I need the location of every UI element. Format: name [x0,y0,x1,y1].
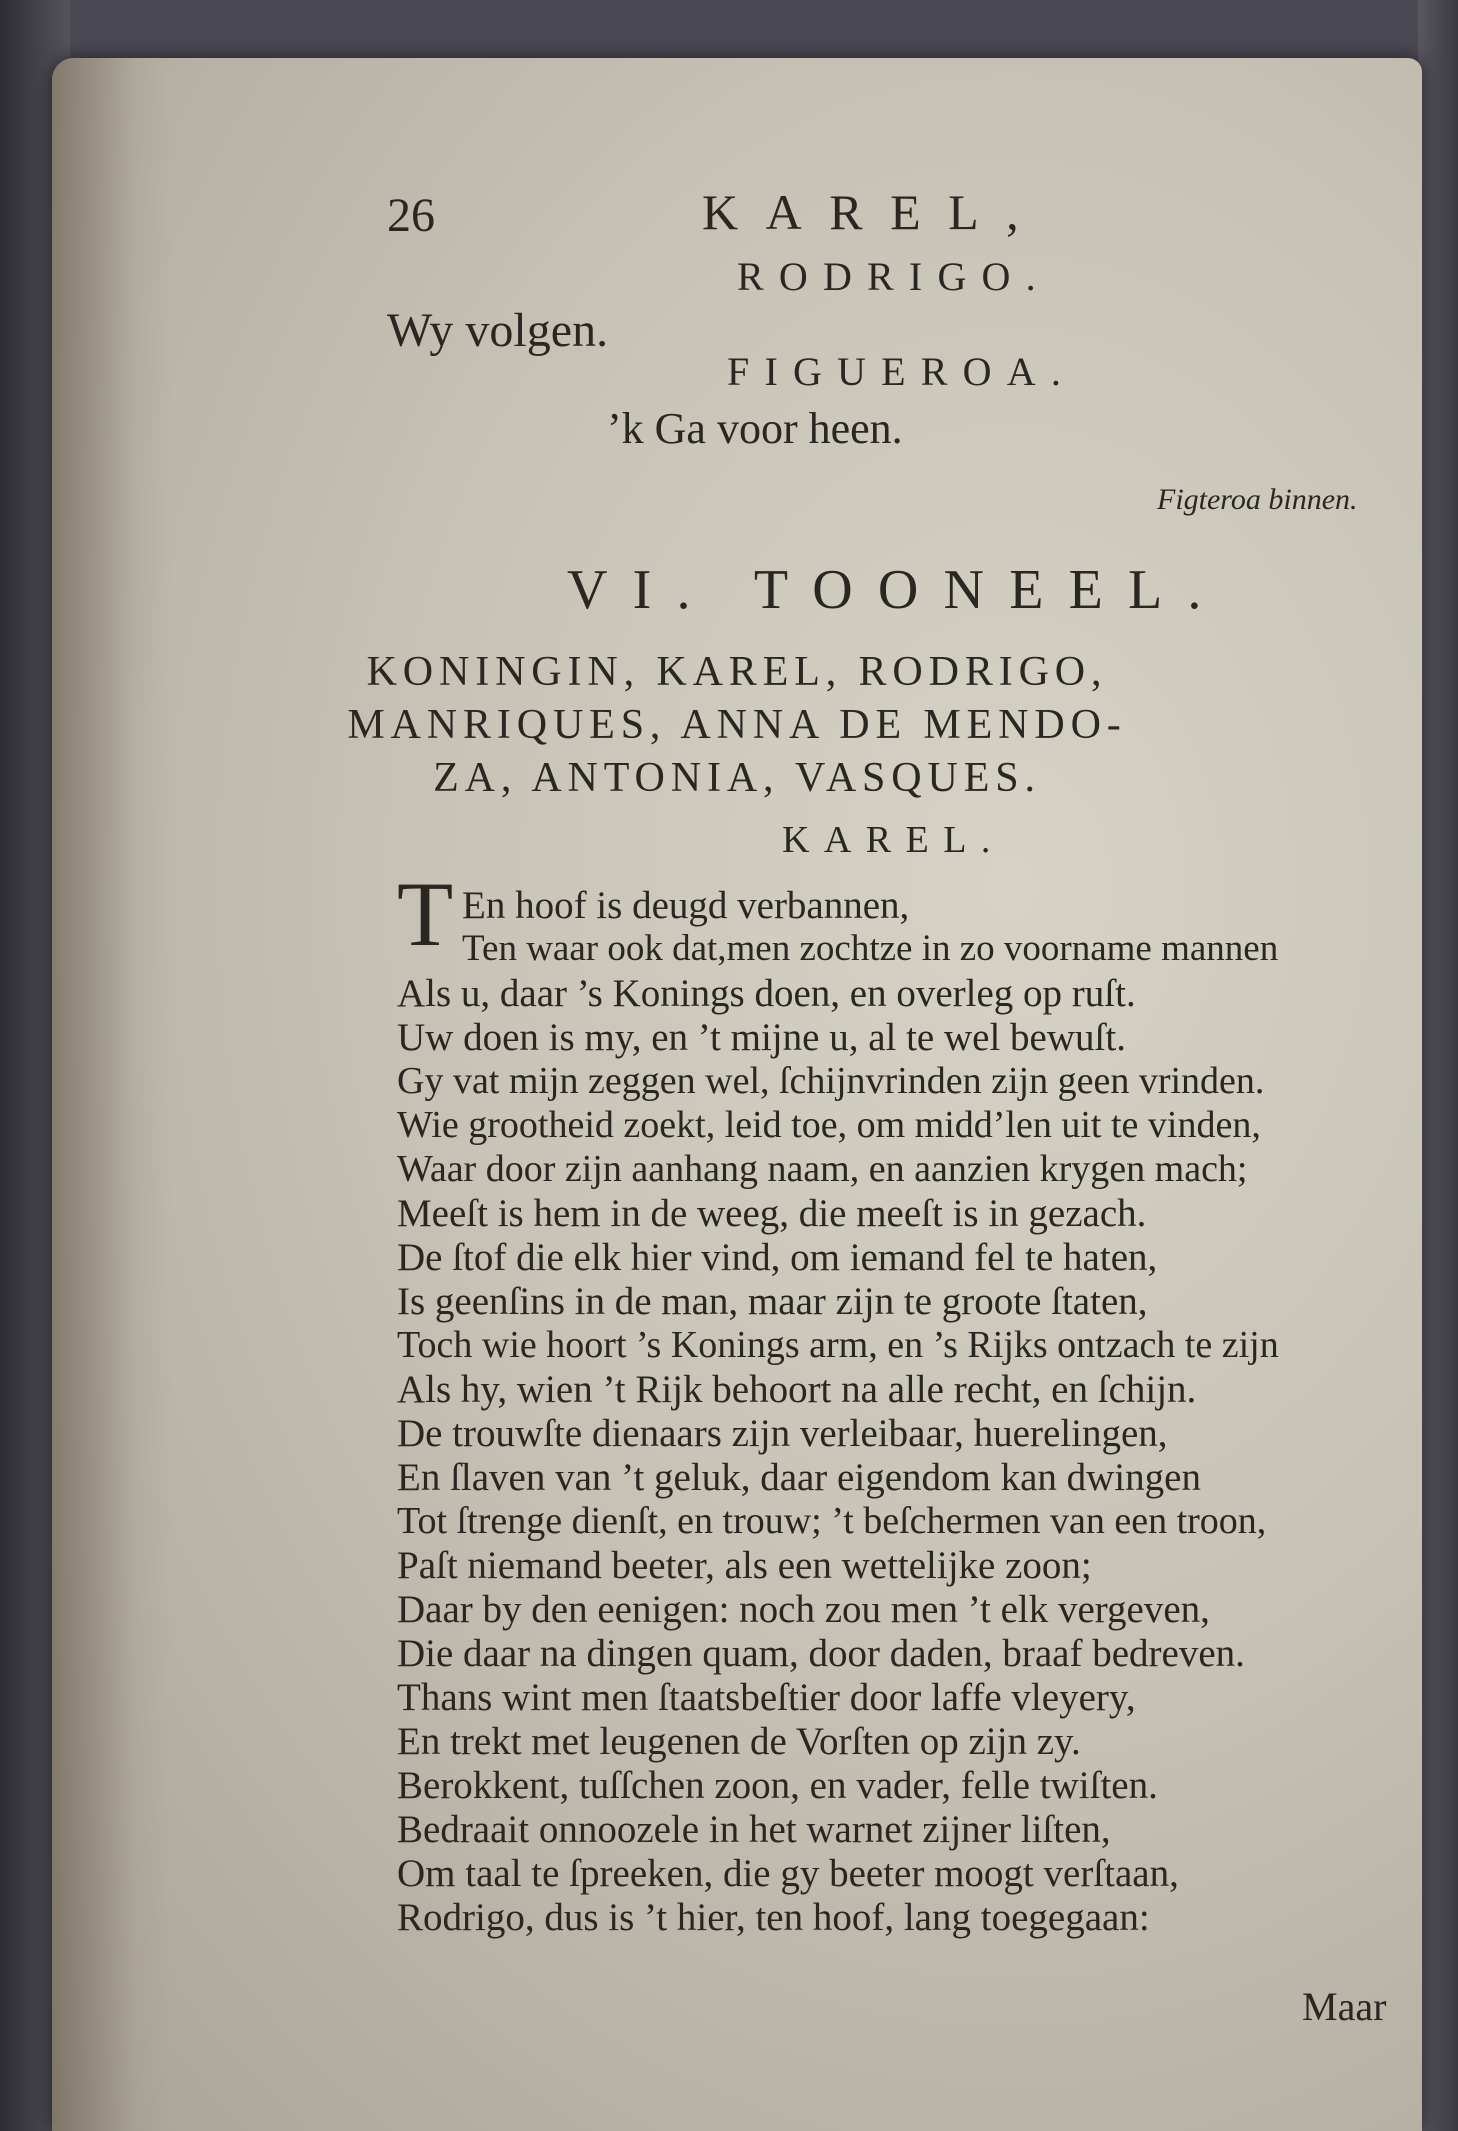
drop-cap: T [397,863,454,965]
verse-line: En ſlaven van ’t geluk, daar eigendom kan dwingen [397,1456,1201,1499]
verse-line: Als u, daar ’s Konings doen, en overleg op ruſt. [397,972,1136,1015]
verse-line: Tot ſtrenge dienſt, en trouw; ’t beſchermen van een troon, [397,1500,1267,1542]
speaker-figueroa: FIGUEROA. [727,349,1077,394]
verse-line: Waar door zijn aanhang naam, en aanzien krygen mach; [397,1148,1248,1190]
verse-line: Berokkent, tuſſchen zoon, en vader, felle twiſten. [397,1764,1158,1807]
verse-line: Ten waar ook dat,men zochtze in zo voorname mannen [462,928,1279,969]
catchword: Maar [1302,1984,1387,2029]
verse-line: Bedraait onnoozele in het warnet zijner liſten, [397,1808,1111,1851]
verse-line: En trekt met leugenen de Vorſten op zijn zy. [397,1720,1081,1763]
verse-line: Om taal te ſpreeken, die gy beeter moogt verſtaan, [397,1852,1179,1895]
verse-line: Als hy, wien ’t Rijk behoort na alle recht, en ſchijn. [397,1368,1197,1411]
verse-line: Daar by den eenigen: noch zou men ’t elk vergeven, [397,1588,1210,1631]
verse-line: Gy vat mijn zeggen wel, ſchijnvrinden zijn geen vrinden. [397,1060,1265,1102]
page-number: 26 [387,189,435,242]
verse-line: Thans wint men ſtaatsbeſtier door laffe vleyery, [397,1676,1136,1719]
dialogue-line: Wy volgen. [387,304,609,357]
cast-line: MANRIQUES, ANNA DE MENDO- [347,702,1127,748]
verse-line: Die daar na dingen quam, door daden, braaf bedreven. [397,1632,1245,1675]
verse-line: Toch wie hoort ’s Konings arm, en ’s Rijks ontzach te zijn [397,1324,1279,1366]
dialogue-line: ’k Ga voor heen. [607,404,903,453]
verse-line: Rodrigo, dus is ’t hier, ten hoof, lang toegegaan: [397,1896,1150,1939]
verse-line: Meeſt is hem in de weeg, die meeſt is in gezach. [397,1192,1147,1235]
verse-line: De trouwſte dienaars zijn verleibaar, huerelingen, [397,1412,1168,1455]
speaker-karel: KAREL. [782,819,1005,861]
stage-direction: Figteroa binnen. [1157,483,1358,516]
page-edge-wear [52,58,172,2131]
verse-line: En hoof is deugd verbannen, [462,884,910,927]
verse-line: Wie grootheid zoekt, leid toe, om midd’len uit te vinden, [397,1104,1261,1146]
verse-line: Is geenſins in de man, maar zijn te groote ſtaten, [397,1280,1148,1323]
scene-heading: VI. TOONEEL. [567,559,1227,621]
verse-line: Uw doen is my, en ’t mijne u, al te wel bewuſt. [397,1016,1126,1059]
book-page [52,58,1422,2131]
verse-line: Paſt niemand beeter, als een wettelijke zoon; [397,1544,1092,1587]
cast-line: KONINGIN, KAREL, RODRIGO, [366,649,1108,695]
speaker-rodrigo: RODRIGO. [737,254,1051,299]
cast-line: ZA, ANTONIA, VASQUES. [433,755,1041,801]
running-head: KAREL, [702,184,1047,240]
verse-line: De ſtof die elk hier vind, om iemand fel te haten, [397,1236,1158,1279]
next-page-edge [1418,0,1458,2131]
